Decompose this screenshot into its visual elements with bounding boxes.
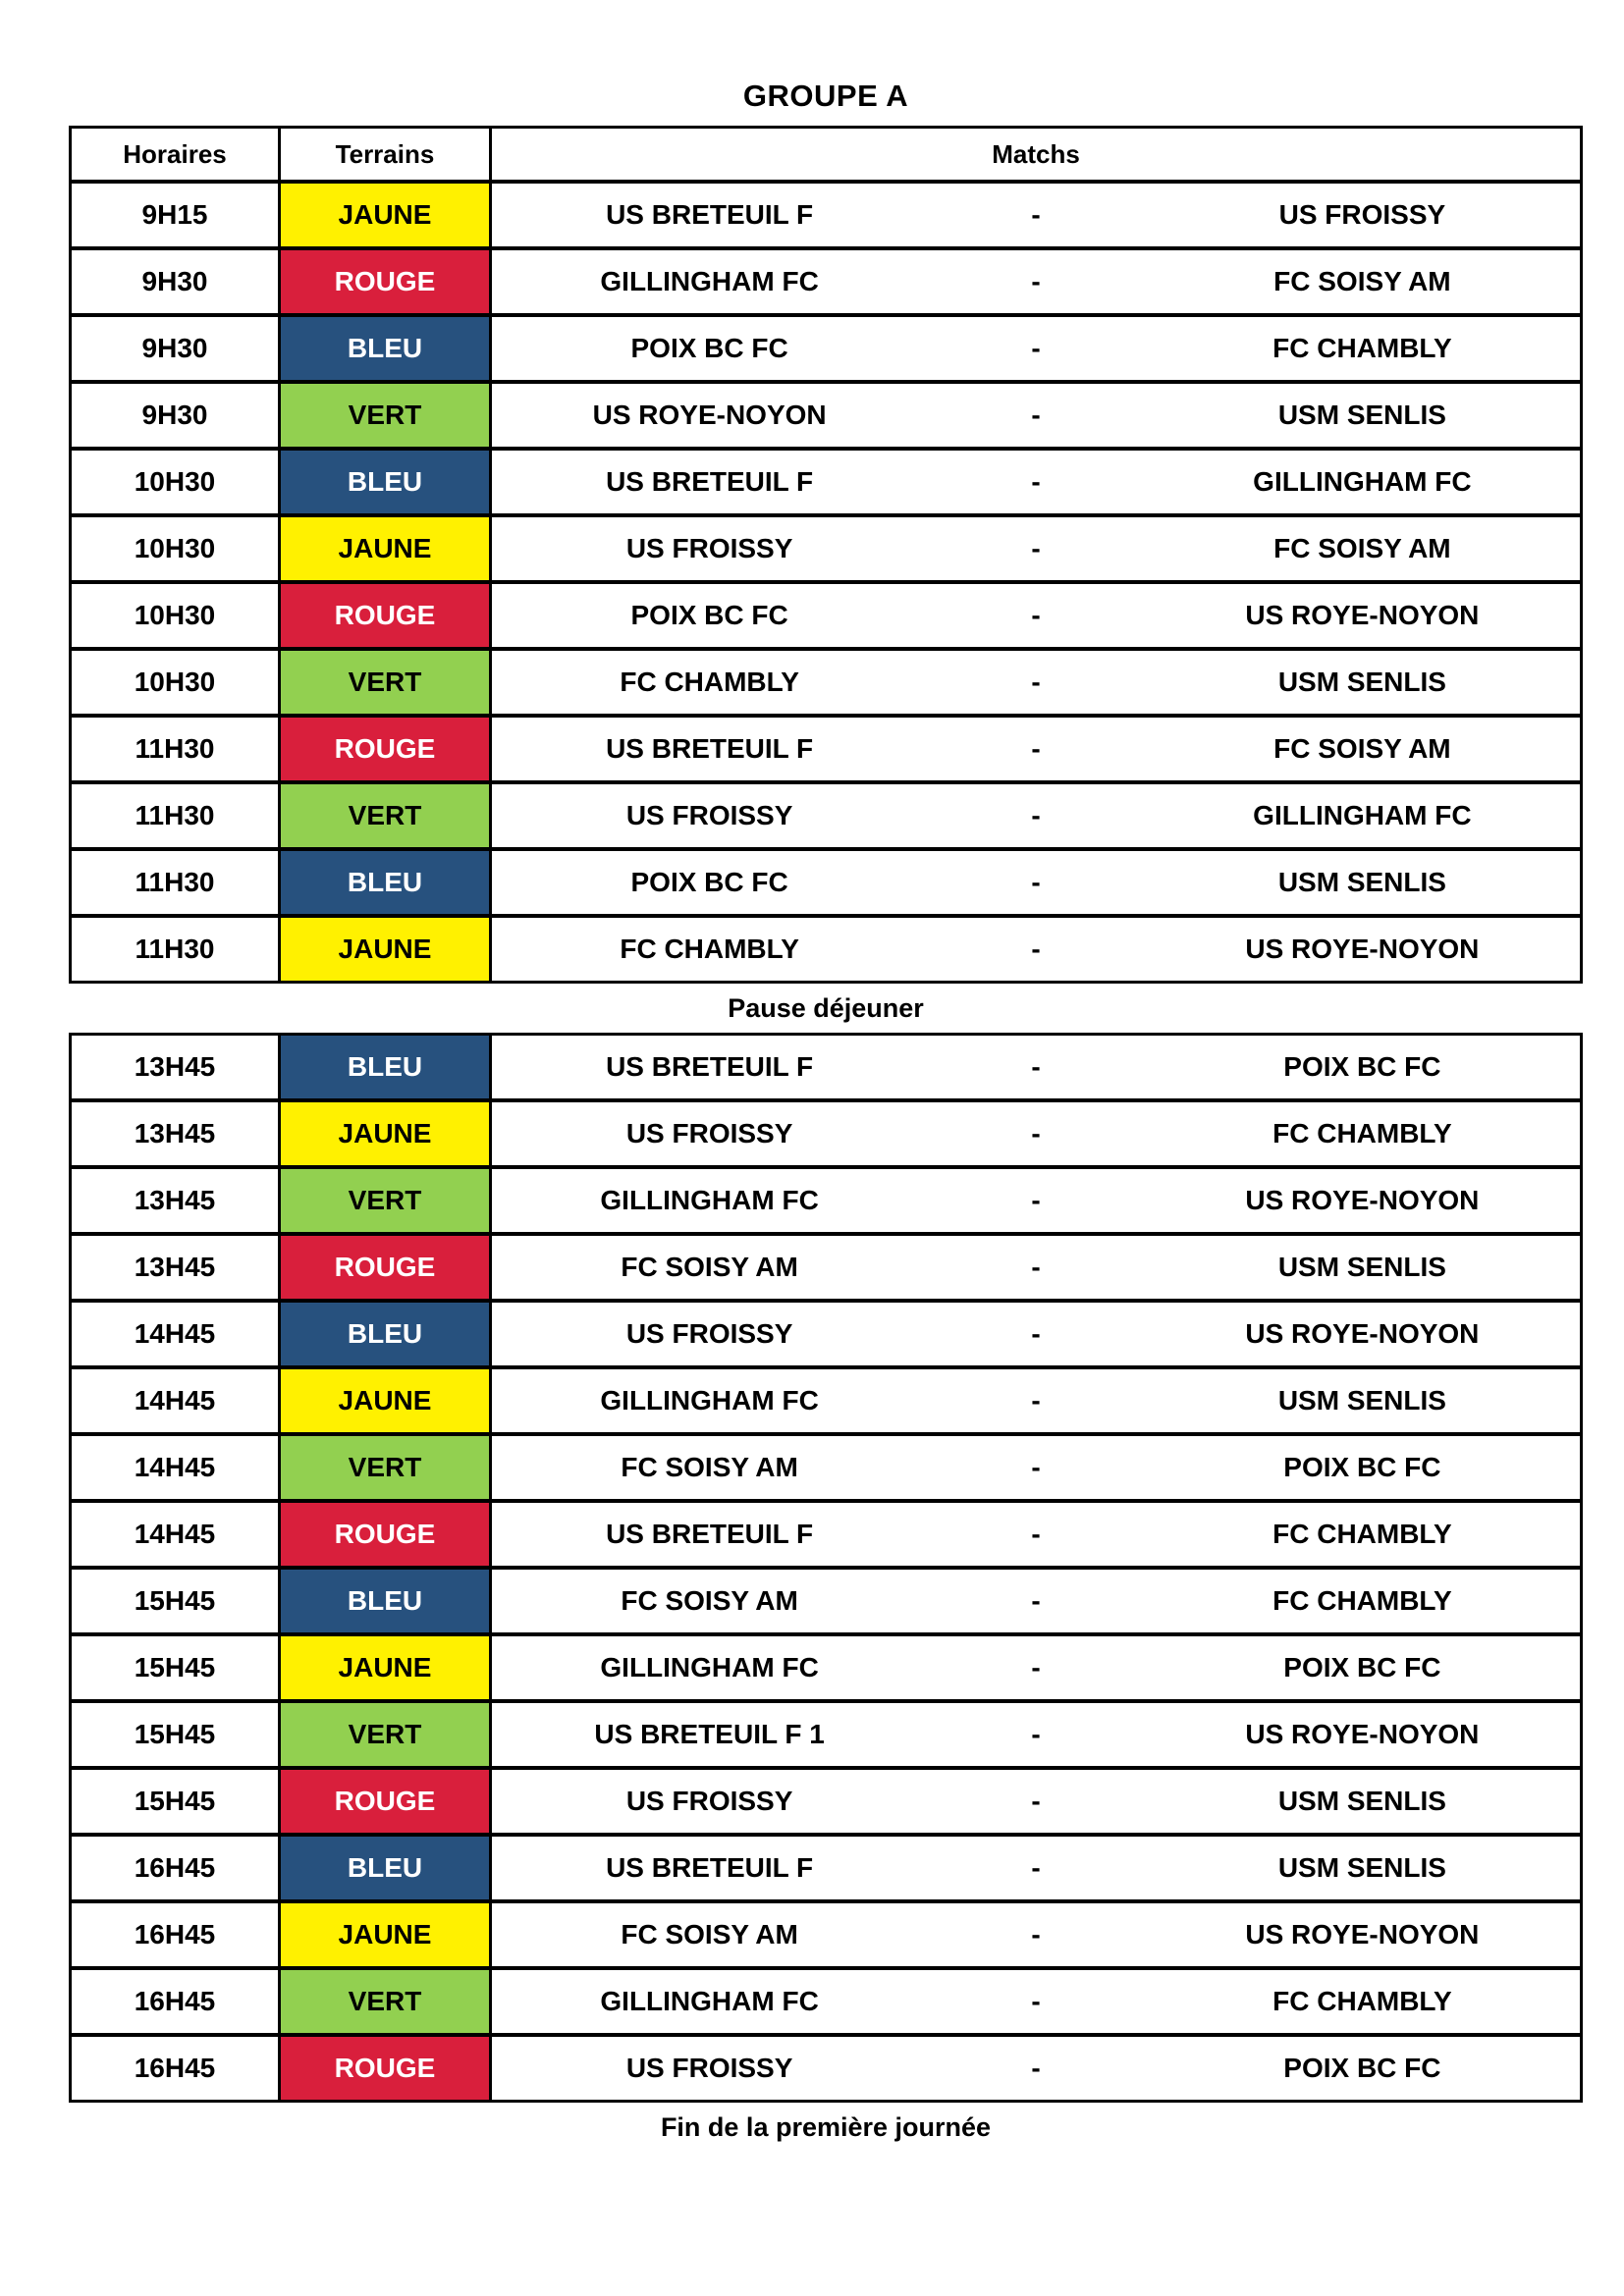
schedule-row: [72, 184, 1580, 246]
vs-dash: -: [1031, 1986, 1041, 2016]
header-cell-horaires: Horaires: [72, 129, 281, 180]
terrain-cell: [281, 1570, 492, 1632]
away-team: POIX BC FC: [1283, 1452, 1441, 1482]
match-cell: [492, 451, 1580, 513]
home-team: US BRETEUIL F 1: [594, 1719, 825, 1749]
terrain-cell: [281, 451, 492, 513]
terrain-cell: [281, 584, 492, 647]
home-team: FC SOISY AM: [621, 1585, 798, 1616]
match-cell: [492, 1369, 1580, 1432]
time-cell: 11H30: [72, 718, 281, 780]
time-cell: 11H30: [72, 918, 281, 981]
away-team: US ROYE-NOYON: [1245, 934, 1480, 964]
terrain-label: ROUGE: [334, 266, 436, 296]
match-cell: [492, 651, 1580, 714]
vs-dash: -: [1031, 533, 1041, 563]
schedule-row: [72, 1899, 1580, 1966]
home-team: FC SOISY AM: [621, 1452, 798, 1482]
terrain-cell: [281, 384, 492, 447]
schedule-row: [72, 1632, 1580, 1699]
match-cell: [492, 317, 1580, 380]
time-cell: 11H30: [72, 784, 281, 847]
schedule-table-afternoon: [69, 1033, 1583, 2103]
terrain-label: BLEU: [347, 1318, 423, 1349]
away-team: POIX BC FC: [1283, 1051, 1441, 1082]
match-cell: [492, 184, 1580, 246]
away-team: US ROYE-NOYON: [1245, 1318, 1480, 1349]
pause-label: Pause déjeuner: [728, 992, 924, 1023]
away-team: USM SENLIS: [1277, 1252, 1446, 1282]
time-cell: 15H45: [72, 1703, 281, 1766]
table-header-row: [72, 129, 1580, 180]
time-cell: 14H45: [72, 1369, 281, 1432]
vs-dash: -: [1031, 1118, 1041, 1148]
terrain-label: ROUGE: [334, 600, 436, 630]
away-team: USM SENLIS: [1277, 1786, 1446, 1816]
terrain-cell: [281, 1236, 492, 1299]
time-cell: 10H30: [72, 651, 281, 714]
time-cell: 13H45: [72, 1102, 281, 1165]
away-team: POIX BC FC: [1283, 2053, 1441, 2083]
terrain-cell: [281, 1503, 492, 1566]
match-cell: [492, 1169, 1580, 1232]
schedule-row: [72, 513, 1580, 580]
match-cell: [492, 1970, 1580, 2033]
time-cell: 14H45: [72, 1303, 281, 1365]
terrain-label: ROUGE: [334, 1252, 436, 1282]
time-cell: 9H15: [72, 184, 281, 246]
home-team: FC CHAMBLY: [620, 667, 799, 697]
away-team: POIX BC FC: [1283, 1652, 1441, 1682]
time-cell: 10H30: [72, 584, 281, 647]
schedule-row: [72, 313, 1580, 380]
home-team: GILLINGHAM FC: [600, 266, 819, 296]
vs-dash: -: [1031, 1318, 1041, 1349]
terrain-cell: [281, 1636, 492, 1699]
schedule-row: [72, 2033, 1580, 2100]
schedule-row: [72, 780, 1580, 847]
vs-dash: -: [1031, 266, 1041, 296]
match-cell: [492, 1436, 1580, 1499]
away-team: FC CHAMBLY: [1272, 1519, 1452, 1549]
match-cell: [492, 584, 1580, 647]
schedule-row: [72, 580, 1580, 647]
schedule-row: [72, 1566, 1580, 1632]
home-team: US FROISSY: [625, 533, 793, 563]
terrain-cell: [281, 1102, 492, 1165]
header-cell-terrains: Terrains: [281, 129, 492, 180]
time-cell: 13H45: [72, 1169, 281, 1232]
vs-dash: -: [1031, 2053, 1041, 2083]
terrain-cell: [281, 2037, 492, 2100]
match-cell: [492, 1570, 1580, 1632]
terrain-label: ROUGE: [334, 2053, 436, 2083]
schedule-row: [72, 1833, 1580, 1899]
pause-separator: [69, 984, 1583, 1033]
terrain-label: JAUNE: [338, 934, 432, 964]
away-team: US ROYE-NOYON: [1245, 1185, 1480, 1215]
terrain-cell: [281, 1436, 492, 1499]
terrain-label: BLEU: [347, 867, 423, 897]
home-team: US BRETEUIL F: [606, 199, 814, 230]
home-team: POIX BC FC: [630, 600, 788, 630]
home-team: US BRETEUIL F: [606, 1051, 814, 1082]
terrain-label: VERT: [348, 1452, 422, 1482]
time-cell: 14H45: [72, 1436, 281, 1499]
schedule-row: [72, 1766, 1580, 1833]
vs-dash: -: [1031, 1385, 1041, 1415]
match-cell: [492, 1503, 1580, 1566]
vs-dash: -: [1031, 1051, 1041, 1082]
match-cell: [492, 851, 1580, 914]
vs-dash: -: [1031, 800, 1041, 830]
home-team: US FROISSY: [625, 1786, 793, 1816]
terrain-cell: [281, 1903, 492, 1966]
schedule-row: [72, 1432, 1580, 1499]
match-cell: [492, 250, 1580, 313]
vs-dash: -: [1031, 667, 1041, 697]
terrain-label: JAUNE: [338, 1652, 432, 1682]
page-title: GROUPE A: [742, 79, 909, 113]
vs-dash: -: [1031, 1585, 1041, 1616]
schedule-row: [72, 1299, 1580, 1365]
terrain-label: ROUGE: [334, 1519, 436, 1549]
terrain-label: VERT: [348, 800, 422, 830]
vs-dash: -: [1031, 1519, 1041, 1549]
away-team: US FROISSY: [1278, 199, 1446, 230]
vs-dash: -: [1031, 1852, 1041, 1883]
vs-dash: -: [1031, 1452, 1041, 1482]
away-team: FC CHAMBLY: [1272, 1585, 1452, 1616]
home-team: US FROISSY: [625, 1318, 793, 1349]
terrain-label: ROUGE: [334, 733, 436, 764]
terrain-label: VERT: [348, 400, 422, 430]
match-cell: [492, 384, 1580, 447]
home-team: GILLINGHAM FC: [600, 1185, 819, 1215]
home-team: US BRETEUIL F: [606, 466, 814, 497]
terrain-cell: [281, 317, 492, 380]
home-team: GILLINGHAM FC: [600, 1986, 819, 2016]
footer-band: [69, 2103, 1583, 2143]
terrain-label: JAUNE: [338, 533, 432, 563]
time-cell: 13H45: [72, 1036, 281, 1098]
afternoon-rows: [72, 1036, 1580, 2100]
away-team: USM SENLIS: [1277, 1852, 1446, 1883]
terrain-label: VERT: [348, 1185, 422, 1215]
morning-rows: [72, 180, 1580, 981]
terrain-cell: [281, 1770, 492, 1833]
terrain-label: JAUNE: [338, 199, 432, 230]
vs-dash: -: [1031, 600, 1041, 630]
home-team: US BRETEUIL F: [606, 1519, 814, 1549]
time-cell: 16H45: [72, 1970, 281, 2033]
home-team: US FROISSY: [625, 1118, 793, 1148]
match-cell: [492, 918, 1580, 981]
terrain-label: VERT: [348, 1719, 422, 1749]
match-cell: [492, 1236, 1580, 1299]
away-team: FC SOISY AM: [1273, 266, 1451, 296]
away-team: GILLINGHAM FC: [1253, 466, 1472, 497]
schedule-row: [72, 1232, 1580, 1299]
match-cell: [492, 1636, 1580, 1699]
time-cell: 14H45: [72, 1503, 281, 1566]
time-cell: 11H30: [72, 851, 281, 914]
home-team: FC SOISY AM: [621, 1252, 798, 1282]
terrain-label: BLEU: [347, 1852, 423, 1883]
terrain-cell: [281, 918, 492, 981]
away-team: USM SENLIS: [1277, 400, 1446, 430]
time-cell: 9H30: [72, 317, 281, 380]
away-team: USM SENLIS: [1277, 1385, 1446, 1415]
schedule-row: [72, 1966, 1580, 2033]
time-cell: 10H30: [72, 517, 281, 580]
away-team: US ROYE-NOYON: [1245, 600, 1480, 630]
home-team: POIX BC FC: [630, 867, 788, 897]
match-cell: [492, 1303, 1580, 1365]
match-cell: [492, 718, 1580, 780]
match-cell: [492, 1770, 1580, 1833]
schedule-row: [72, 447, 1580, 513]
terrain-cell: [281, 1837, 492, 1899]
terrain-cell: [281, 1703, 492, 1766]
terrain-label: JAUNE: [338, 1385, 432, 1415]
time-cell: 16H45: [72, 1903, 281, 1966]
terrain-cell: [281, 1970, 492, 2033]
match-cell: [492, 1903, 1580, 1966]
vs-dash: -: [1031, 199, 1041, 230]
home-team: FC CHAMBLY: [620, 934, 799, 964]
terrain-cell: [281, 851, 492, 914]
match-cell: [492, 2037, 1580, 2100]
vs-dash: -: [1031, 1185, 1041, 1215]
terrain-label: BLEU: [347, 466, 423, 497]
terrain-cell: [281, 1169, 492, 1232]
away-team: FC SOISY AM: [1273, 733, 1451, 764]
vs-dash: -: [1031, 1719, 1041, 1749]
away-team: USM SENLIS: [1277, 667, 1446, 697]
terrain-label: BLEU: [347, 1585, 423, 1616]
time-cell: 13H45: [72, 1236, 281, 1299]
vs-dash: -: [1031, 733, 1041, 764]
schedule-row: [72, 380, 1580, 447]
vs-dash: -: [1031, 400, 1041, 430]
away-team: US ROYE-NOYON: [1245, 1719, 1480, 1749]
terrain-label: ROUGE: [334, 1786, 436, 1816]
away-team: GILLINGHAM FC: [1253, 800, 1472, 830]
terrain-cell: [281, 184, 492, 246]
match-cell: [492, 1837, 1580, 1899]
page-title-wrap: [69, 0, 1583, 126]
home-team: US BRETEUIL F: [606, 733, 814, 764]
time-cell: 15H45: [72, 1570, 281, 1632]
time-cell: 15H45: [72, 1770, 281, 1833]
vs-dash: -: [1031, 1252, 1041, 1282]
match-cell: [492, 1102, 1580, 1165]
home-team: GILLINGHAM FC: [600, 1385, 819, 1415]
vs-dash: -: [1031, 1786, 1041, 1816]
time-cell: 16H45: [72, 1837, 281, 1899]
terrain-label: JAUNE: [338, 1118, 432, 1148]
away-team: FC CHAMBLY: [1272, 333, 1452, 363]
away-team: FC SOISY AM: [1273, 533, 1451, 563]
footer-label: Fin de la première journée: [660, 2112, 992, 2142]
match-cell: [492, 1703, 1580, 1766]
terrain-cell: [281, 651, 492, 714]
terrain-cell: [281, 1036, 492, 1098]
away-team: FC CHAMBLY: [1272, 1118, 1452, 1148]
time-cell: 15H45: [72, 1636, 281, 1699]
terrain-cell: [281, 250, 492, 313]
schedule-row: [72, 246, 1580, 313]
terrain-label: BLEU: [347, 333, 423, 363]
terrain-label: BLEU: [347, 1051, 423, 1082]
match-cell: [492, 784, 1580, 847]
schedule-row: [72, 847, 1580, 914]
match-cell: [492, 1036, 1580, 1098]
vs-dash: -: [1031, 1919, 1041, 1949]
home-team: US FROISSY: [625, 2053, 793, 2083]
away-team: US ROYE-NOYON: [1245, 1919, 1480, 1949]
home-team: US BRETEUIL F: [606, 1852, 814, 1883]
away-team: USM SENLIS: [1277, 867, 1446, 897]
home-team: POIX BC FC: [630, 333, 788, 363]
time-cell: 9H30: [72, 250, 281, 313]
vs-dash: -: [1031, 1652, 1041, 1682]
schedule-row: [72, 1699, 1580, 1766]
time-cell: 9H30: [72, 384, 281, 447]
vs-dash: -: [1031, 333, 1041, 363]
vs-dash: -: [1031, 466, 1041, 497]
schedule-table-morning: [69, 126, 1583, 984]
terrain-cell: [281, 784, 492, 847]
schedule-row: [72, 1036, 1580, 1098]
home-team: GILLINGHAM FC: [600, 1652, 819, 1682]
schedule-row: [72, 1098, 1580, 1165]
terrain-label: VERT: [348, 667, 422, 697]
schedule-row: [72, 914, 1580, 981]
schedule-row: [72, 647, 1580, 714]
home-team: US FROISSY: [625, 800, 793, 830]
header-cell-matchs: Matchs: [992, 138, 1080, 169]
schedule-row: [72, 1365, 1580, 1432]
vs-dash: -: [1031, 867, 1041, 897]
away-team: FC CHAMBLY: [1272, 1986, 1452, 2016]
terrain-label: JAUNE: [338, 1919, 432, 1949]
match-cell: [492, 517, 1580, 580]
terrain-cell: [281, 718, 492, 780]
time-cell: 16H45: [72, 2037, 281, 2100]
terrain-cell: [281, 1303, 492, 1365]
schedule-row: [72, 714, 1580, 780]
home-team: US ROYE-NOYON: [592, 400, 827, 430]
terrain-cell: [281, 1369, 492, 1432]
schedule-row: [72, 1499, 1580, 1566]
terrain-cell: [281, 517, 492, 580]
schedule-row: [72, 1165, 1580, 1232]
terrain-label: VERT: [348, 1986, 422, 2016]
time-cell: 10H30: [72, 451, 281, 513]
home-team: FC SOISY AM: [621, 1919, 798, 1949]
vs-dash: -: [1031, 934, 1041, 964]
